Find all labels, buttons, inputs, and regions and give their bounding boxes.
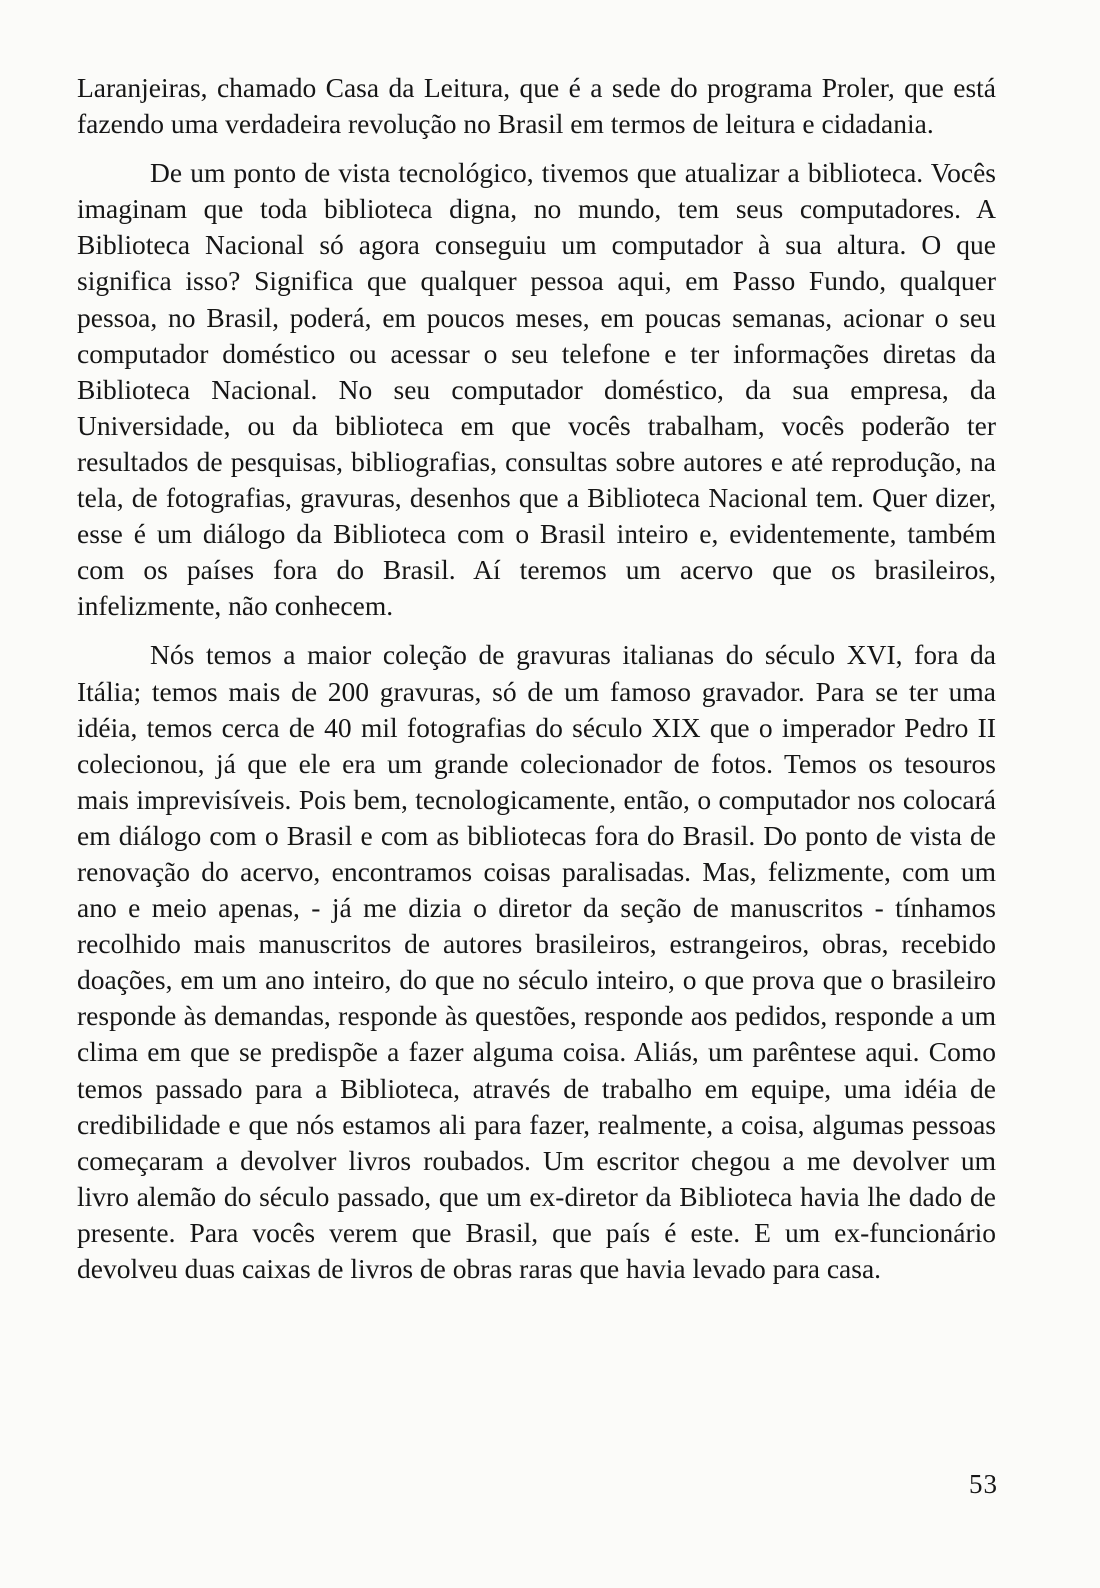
paragraph-collection: Nós temos a maior coleção de gravuras italianas do século XVI, fora da Itália; temos mais de 200 gravuras, só de um famoso gravador. Para se ter uma idéia, temos cerca de 40 mil fotografias do século XIX que o imperador Pedro II colecionou, já que ele era um grande colecionador de fotos. Temos os tesouros mais imprevisíveis. Pois bem, tecnologicamente, então, o computador nos colocará em diálogo com o Brasil e com as bibliotecas fora do Brasil. Do ponto de vista de renovação do acervo, encontramos coisas paralisadas. Mas, felizmente, com um ano e meio apenas, - já me dizia o diretor da seção de manuscritos - tínhamos recolhido mais manuscritos de autores brasileiros, estrangeiros, obras, recebido doações, em um ano inteiro, do que no século inteiro, o que prova que o brasileiro responde às demandas, responde às questões, responde aos pedidos, responde a um clima em que se predispõe a fazer alguma coisa. Aliás, um parêntese aqui. Como temos passado para a Biblioteca, através de trabalho em equipe, uma idéia de credibilidade e que nós estamos ali para fazer, realmente, a coisa, algumas pessoas começaram a devolver livros roubados. Um escritor chegou a me devolver um livro alemão do século passado, que um ex-diretor da Biblioteca havia lhe dado de presente. Para vocês verem que Brasil, que país é este. E um ex-funcionário devolveu duas caixas de livros de obras raras que havia levado para casa. <box>77 639 996 1284</box>
paragraph-technology: De um ponto de vista tecnológico, tivemos que atualizar a biblioteca. Vocês imaginam que toda biblioteca digna, no mundo, tem seus computadores. A Biblioteca Nacional só agora conseguiu um computador à sua altura. O que significa isso? Significa que qualquer pessoa aqui, em Passo Fundo, qualquer pessoa, no Brasil, poderá, em poucos meses, em poucas semanas, acionar o seu computador doméstico ou acessar o seu telefone e ter informações diretas da Biblioteca Nacional. No seu computador doméstico, da sua empresa, da Universidade, ou da biblioteca em que vocês trabalham, vocês poderão ter resultados de pesquisas, bibliografias, consultas sobre autores e até reprodução, na tela, de fotografias, gravuras, desenhos que a Biblioteca Nacional tem. Quer dizer, esse é um diálogo da Biblioteca com o Brasil inteiro e, evidentemente, também com os países fora do Brasil. Aí teremos um acervo que os brasileiros, infelizmente, não conhecem. <box>77 157 996 622</box>
paragraph-continued: Laranjeiras, chamado Casa da Leitura, que é a sede do programa Proler, que está fazendo uma verdadeira revolução no Brasil em termos de leitura e cidadania. <box>77 72 996 140</box>
page-number: 53 <box>969 1469 998 1499</box>
body-text <box>77 70 996 1287</box>
